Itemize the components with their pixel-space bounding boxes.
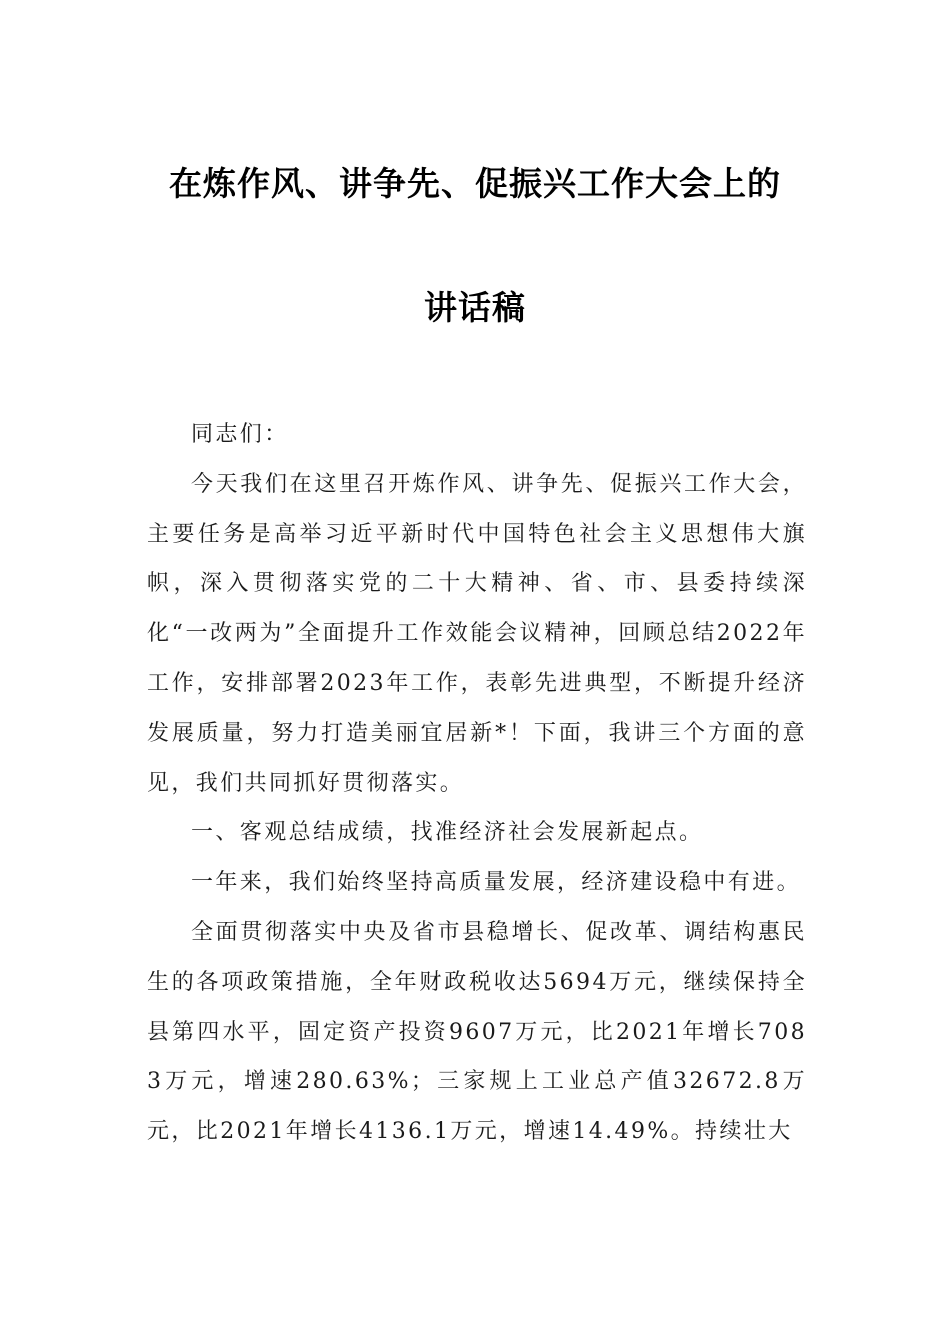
- paragraph-intro: 今天我们在这里召开炼作风、讲争先、促振兴工作大会，主要任务是高举习近平新时代中国特色社会主义思想伟大旗帜，深入贯彻落实党的二十大精神、省、市、县委持续深化“一改两为”全面提升工作效能会议精神，回顾总结2022年工作，安排部署2023年工作，表彰先进典型，不断提升经济发展质量，努力打造美丽宜居新*！下面，我讲三个方面的意见，我们共同抓好贯彻落实。: [147, 471, 807, 796]
- document-title-line-1: 在炼作风、讲争先、促振兴工作大会上的: [169, 164, 781, 203]
- document-title-line-2: 讲话稿: [424, 288, 526, 327]
- paragraph-figures: 全面贯彻落实中央及省市县稳增长、促改革、调结构惠民生的各项政策措施，全年财政税收达5694万元，继续保持全县第四水平，固定资产投资9607万元，比2021年增长7083万元，增速280.63%；三家规上工业总产值32672.8万元，比2021年增长4136.1万元，增速14.49%。持续壮大: [147, 919, 807, 1145]
- document-body: [147, 410, 807, 1157]
- paragraph-summary: 一年来，我们始终坚持高质量发展，经济建设稳中有进。: [191, 870, 802, 896]
- salutation: 同志们：: [191, 422, 289, 447]
- section-heading-1: 一、客观总结成绩，找准经济社会发展新起点。: [191, 820, 704, 846]
